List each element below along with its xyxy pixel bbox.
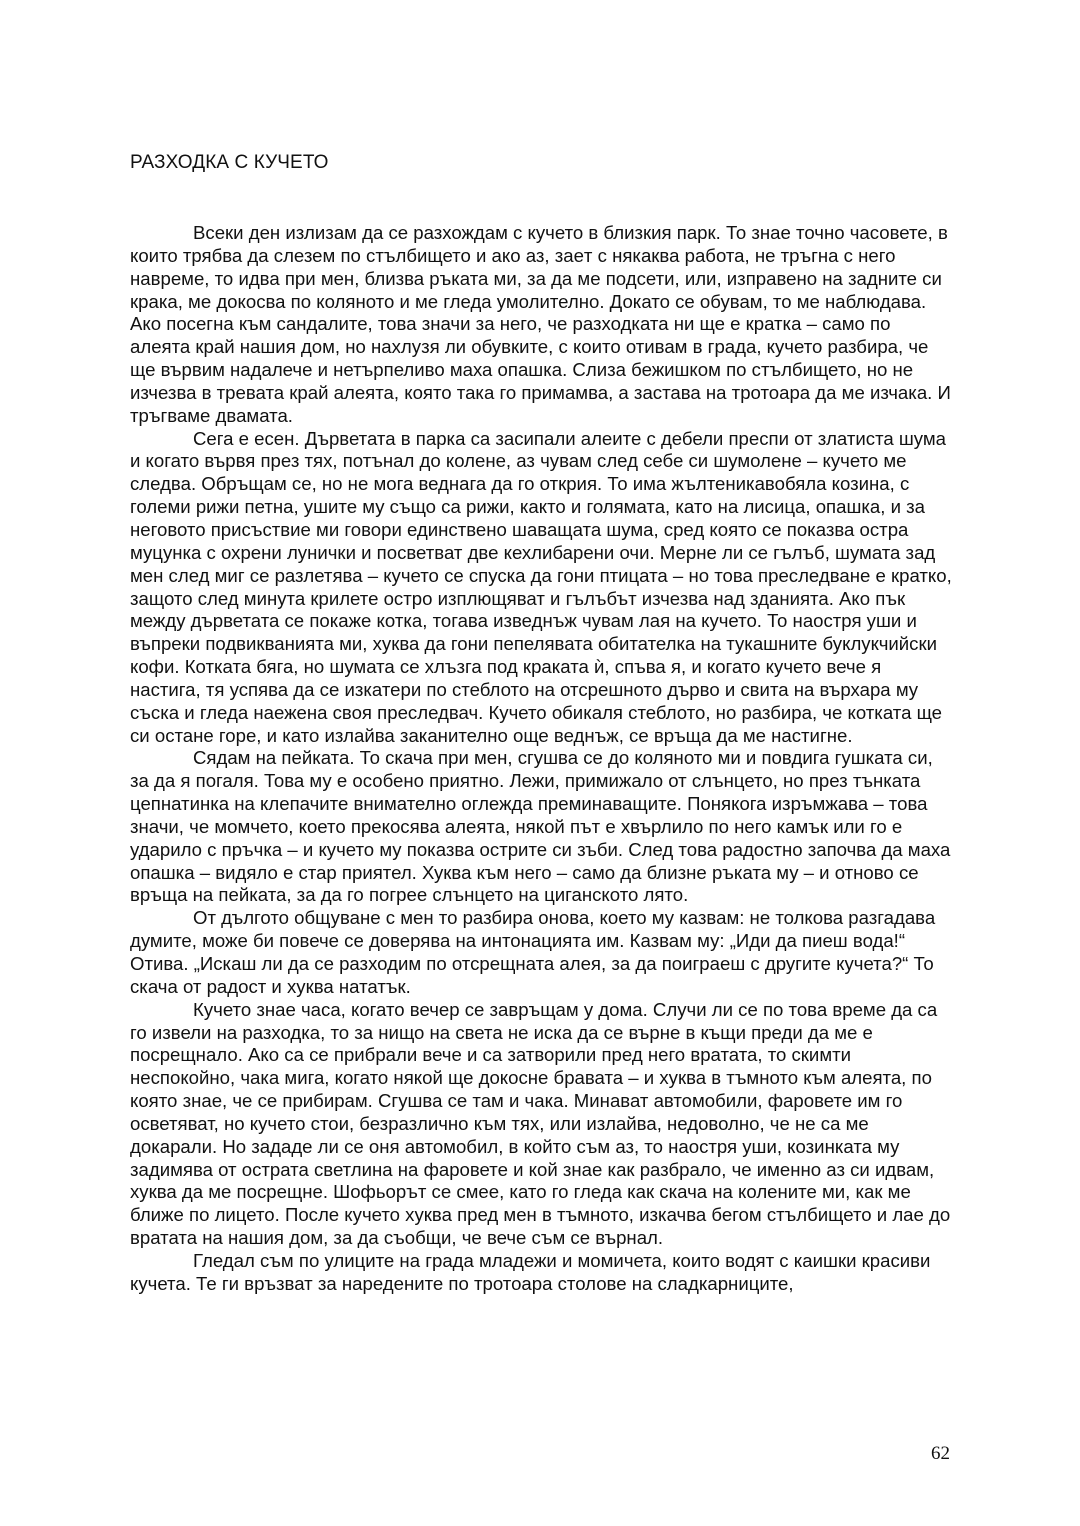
body-text xyxy=(130,222,953,1296)
paragraph-6: Гледал съм по улиците на града младежи и момичета, които водят с каишки красиви кучета. Те ги връзват за наредените по тротоара столове на сладкарниците, xyxy=(130,1249,931,1294)
paragraph-3: Сядам на пейката. То скача при мен, сгушва се до коляното ми и повдига гушката си, за да я погаля. Това му е особено приятно. Лежи, примижало от слънцето, но през тънката цепнатинка на клепачите внимателно оглежда преминаващите. Понякога изръмжава – това значи, че момчето, което прекосява алеята, някой път е хвърлило по него камък или го е ударило с пръчка – и кучето му показва острите си зъби. След това радостно започва да маха опашка – видяло е стар приятел. Хуква към него – само да близне ръката му – и отново се връща на пейката, за да го погрее слънцето на циганското лято. xyxy=(130,747,951,906)
chapter-title: РАЗХОДКА С КУЧЕТО xyxy=(130,152,329,173)
page-number: 62 xyxy=(931,1443,950,1464)
paragraph-2: Сега е есен. Дърветата в парка са засипали алеите с дебели преспи от златиста шума и когато вървя през тях, потънал до колене, аз чувам след себе си шумолене – кучето ме следва. Обръщам се, но не мога веднага да го открия. То има жълтеникавобяла козина, с големи рижи петна, ушите му също са рижи, както и голямата, като на лисица, опашка, и за неговото присъствие ми говори единствено шаващата шума, сред която се показва остра муцунка с охрени лунички и посветват две кехлибарени очи. Мерне ли се гълъб, шумата зад мен след миг се разлетява – кучето се спуска да гони птицата – но това преследване е кратко, защото след минута крилете остро изплющяват и гълъбът изчезва над зданията. Ако пък между дърветата се покаже котка, тогава изведнъж чувам лая на кучето. То наостря уши и въпреки подвикванията ми, хуква да гони пепелявата обитателка на тукашните буклукчийски кофи. Котката бяга, но шумата се хлъзга под краката ѝ, спъва я, и когато кучето вече я настига, тя успява да се изкатери по стеблото на отсрешното дърво и свита на върхара му съска и гледа наежена своя преследвач. Кучето обикаля стеблото, но разбира, че котката ще си остане горе, и като излайва заканително още веднъж, се връща да ме настигне. xyxy=(130,427,952,746)
paragraph-4: От дългото общуване с мен то разбира онова, което му казвам: не толкова разгадава думите, може би повече се доверява на интонацията им. Казвам му: „Иди да пиеш вода!“ Отива. „Искаш ли да се разходим по отсрещната алея, за да поиграеш с другите кучета?“ То скача от радост и хуква нататък. xyxy=(130,907,936,997)
paragraph-1: Всеки ден излизам да се разхождам с кучето в близкия парк. То знае точно часовете, в които трябва да слезем по стълбището и ако аз, заeт с някаква работа, не тръгна с него навреме, то идва при мен, близва ръката ми, за да ме подсети, или, изправено на задните си крака, ме докосва по коляното и ме гледа умолително. Докато се обувам, то ме наблюдава. Ако посегна към сандалите, това значи за него, че разходката ни ще е кратка – само по алеята край нашия дом, но нахлузя ли обувките, с които отивам в града, кучето разбира, че ще вървим надалече и нетърпеливо маха опашка. Слиза бежишком по стълбището, но не изчезва в тревата край алеята, която така го примамва, а застава на тротоара да ме изчака. И тръгваме двамата. xyxy=(130,222,951,426)
paragraph-5: Кучето знае часа, когато вечер се завръщам у дома. Случи ли се по това време да са го извели на разходка, то за нищо на света не иска да се върне в къщи преди да ме е посрещнало. Ако са се прибрали вече и са затворили пред него вратата, то скимти неспокойно, чака мига, когато някой ще докосне бравата – и хуква в тъмното към алеята, по която знае, че се прибирам. Сгушва се там и чака. Минават автомобили, фаровете им го осветяват, но кучето стои, безразлично към тях, или излайва, недоволно, че не са ме докарали. Но зададе ли се оня автомобил, в който съм аз, то наостря уши, козинката му задимява от острата светлина на фаровете и кой знае как разбрало, че именно аз си идвам, хуква да ме посрещне. Шофьорът се смее, като го гледа как скача на колените ми, как ме ближе по лицето. После кучето хуква пред мен в тъмното, изкачва бегом стълбището и лае до вратата на нашия дом, за да съобщи, че вече съм се върнал. xyxy=(130,998,951,1249)
